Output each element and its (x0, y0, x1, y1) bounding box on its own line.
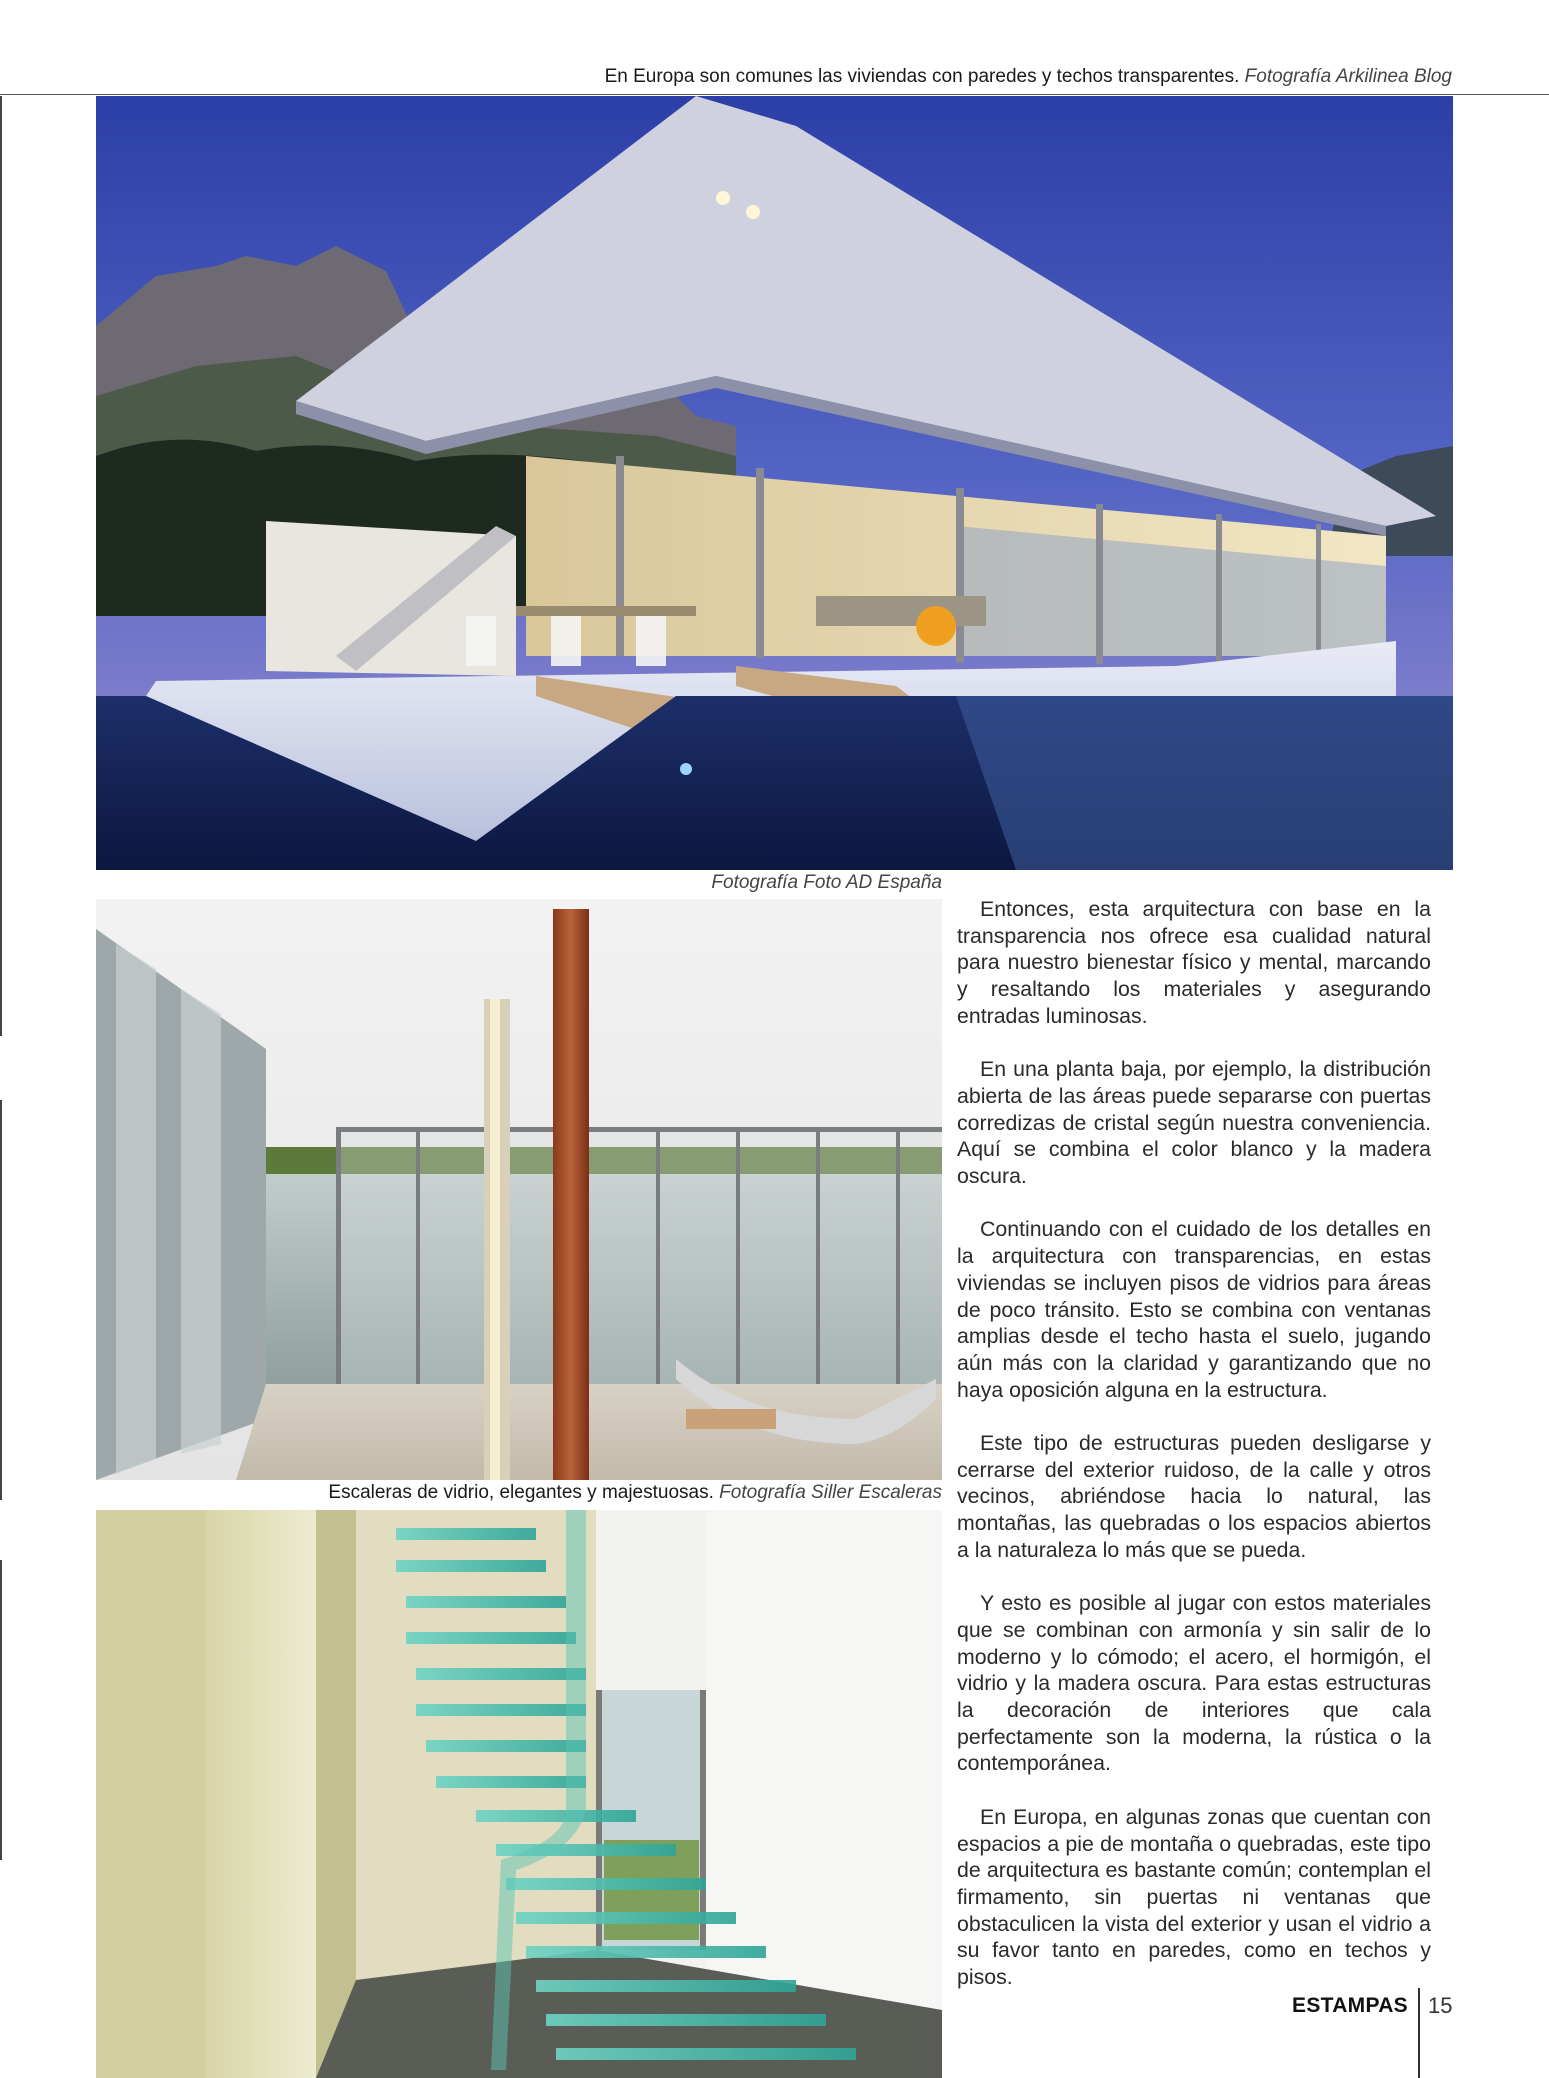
magazine-name: ESTAMPAS (1292, 1994, 1408, 2017)
left-margin-mark (0, 1100, 2, 1500)
top-divider (0, 94, 1549, 95)
stairs-caption-text: Escaleras de vidrio, elegantes y majestuosas. (328, 1482, 714, 1503)
article-paragraph: Entonces, esta arquitectura con base en la transparencia nos ofrece esa cualidad natural para nuestro bienestar físico y mental, marcando y resaltando los materiales y asegurando entradas luminosas. (957, 897, 1431, 1028)
top-caption-text: En Europa son comunes las viviendas con paredes y techos transparentes. (604, 66, 1240, 87)
left-margin-mark (0, 1560, 2, 1860)
page-number: 15 (1428, 1993, 1453, 2018)
top-caption-credit: Fotografía Arkilinea Blog (1244, 66, 1452, 87)
stairs-caption-credit: Fotografía Siller Escaleras (719, 1482, 942, 1503)
footer-divider (1418, 1988, 1420, 2078)
middle-photo-credit: Fotografía Foto AD España (711, 872, 942, 893)
article-paragraph: En Europa, en algunas zonas que cuentan con espacios a pie de montaña o quebradas, este tipo de arquitectura es bastante común; contemplan el firmamento, sin puertas ni ventanas que obstaculicen la vista del exterior y usan el vidrio a su favor tanto en paredes, como en techos y pisos. (957, 1804, 1431, 1990)
top-photo-caption (0, 66, 1452, 88)
article-paragraph: Este tipo de estructuras pueden desligarse y cerrarse del exterior ruidoso, de la calle y otros vecinos, abriéndose hacia lo natural, las montañas, las quebradas o los espacios abiertos a la naturaleza lo más que se pueda. (957, 1431, 1431, 1562)
glass-pavilion-photo (96, 899, 942, 1480)
article-body (957, 896, 1431, 2017)
article-paragraph: Continuando con el cuidado de los detalles en la arquitectura con transparencias, en estas viviendas se incluyen pisos de vidrios para áreas de poco tránsito. Esto se combina con ventanas amplias desde el techo hasta el suelo, jugando aún más con la claridad y garantizando que no haya oposición alguna en la estructura. (957, 1217, 1431, 1402)
article-paragraph: Y esto es posible al jugar con estos materiales que se combinan con armonía y sin salir de lo moderno y lo cómodo; el acero, el hormigón, el vidrio y la madera oscura. Para estas estructuras la decoración de interiores que cala perfectamente son la moderna, la rústica o la contemporánea. (957, 1591, 1431, 1776)
glass-house-photo (96, 96, 1453, 870)
article-paragraph: En una planta baja, por ejemplo, la distribución abierta de las áreas puede separarse con puertas corredizas de cristal según nuestra conveniencia. Aquí se combina el color blanco y la madera oscura. (957, 1057, 1431, 1189)
left-margin-mark (0, 96, 2, 1036)
glass-staircase-photo (96, 1510, 942, 2078)
stairs-photo-caption (60, 1482, 942, 1504)
